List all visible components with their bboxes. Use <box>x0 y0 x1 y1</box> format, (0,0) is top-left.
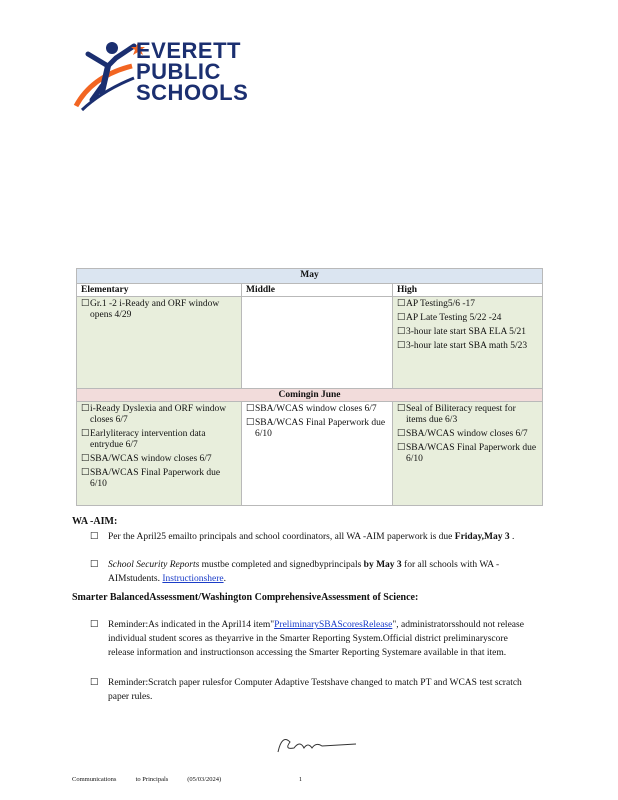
sbac-heading: Smarter BalancedAssessment/Washington ComprehensiveAssessment of Science: <box>72 592 419 603</box>
checkbox-icon: ☐ <box>246 418 255 428</box>
checkbox-icon: ☐ <box>81 299 90 309</box>
list-item: ☐ SBA/WCAS window closes 6/7 <box>246 404 377 414</box>
checkbox-icon: ☐ <box>90 560 99 570</box>
checkbox-icon: ☐ <box>397 313 406 323</box>
may-high-cell <box>393 297 543 389</box>
list-item: ☐ SBA/WCAS Final Paperwork due 6/10 <box>81 468 221 489</box>
may-middle-cell <box>242 297 393 389</box>
logo-line-1: EVERETT <box>136 38 241 63</box>
wa-aim-bullet-2: ☐ School Security Reports mustbe completed and signedbyprincipals by May 3 for all schools with WA -AIMstudents. Instructionshere. <box>90 560 500 584</box>
signature <box>270 730 360 760</box>
june-high-cell <box>393 402 543 506</box>
footer-date: (05/03/2024) <box>187 776 222 783</box>
list-item: ☐ Earlyliteracy intervention data entrydue 6/7 <box>81 429 206 450</box>
list-item: ☐ Seal of Biliteracy request for items due 6/3 <box>397 404 516 425</box>
june-elementary-cell <box>77 402 242 506</box>
wa-aim-bullet-1: ☐ Per the April25 emailto principals and school coordinators, all WA -AIM paperwork is due Friday,May 3 . <box>90 532 515 542</box>
checkbox-icon: ☐ <box>397 429 406 439</box>
coming-header: Comingin June <box>77 389 543 402</box>
preliminary-scores-link[interactable]: PreliminarySBAScoresRelease <box>274 620 393 630</box>
logo-wordmark <box>136 40 248 103</box>
list-item: ☐ SBA/WCAS window closes 6/7 <box>397 429 528 439</box>
col-high: High <box>393 284 543 297</box>
checkbox-icon: ☐ <box>90 532 99 542</box>
list-item: ☐ SBA/WCAS window closes 6/7 <box>81 454 212 464</box>
checkbox-icon: ☐ <box>81 429 90 439</box>
list-item: ☐ 3-hour late start SBA ELA 5/21 <box>397 327 527 337</box>
wa-aim-heading: WA -AIM: <box>72 516 118 527</box>
col-middle: Middle <box>242 284 393 297</box>
logo-line-2: PUBLIC <box>136 59 221 84</box>
checkbox-icon: ☐ <box>397 341 406 351</box>
may-elementary-cell <box>77 297 242 389</box>
list-item: ☐ i-Ready Dyslexia and ORF window closes 6/7 <box>81 404 227 425</box>
footer <box>72 776 372 783</box>
sbac-reminder-1: ☐ Reminder:As indicated in the April14 item"PreliminarySBAScoresRelease", administratorsshould not release individual student scores as theyarrive in the Smarter Reporting System.Official district preliminaryscore release information and instructionson accessing the Smarter Reporting Systemare available in that item. <box>90 620 524 658</box>
checkbox-icon: ☐ <box>90 620 99 630</box>
checkbox-icon: ☐ <box>397 327 406 337</box>
month-header: May <box>77 269 543 284</box>
checkbox-icon: ☐ <box>81 454 90 464</box>
checkbox-icon: ☐ <box>397 299 406 309</box>
list-item: ☐ AP Testing5/6 -17 <box>397 299 476 309</box>
schedule-table <box>76 268 543 506</box>
checkbox-icon: ☐ <box>246 404 255 414</box>
footer-to: to Principals <box>135 776 169 783</box>
checkbox-icon: ☐ <box>397 404 406 414</box>
col-elementary: Elementary <box>77 284 242 297</box>
logo-line-3: SCHOOLS <box>136 80 249 105</box>
june-middle-cell <box>242 402 393 506</box>
checkbox-icon: ☐ <box>81 468 90 478</box>
checkbox-icon: ☐ <box>397 443 406 453</box>
checkbox-icon: ☐ <box>90 678 99 688</box>
list-item: ☐ 3-hour late start SBA math 5/23 <box>397 341 528 351</box>
list-item: ☐ Gr.1 -2 i-Ready and ORF window opens 4/29 <box>81 299 220 320</box>
sbac-reminder-2: ☐ Reminder:Scratch paper rulesfor Computer Adaptive Testshave changed to match PT and WCAS test scratch paper rules. <box>90 678 522 702</box>
list-item: ☐ AP Late Testing 5/22 -24 <box>397 313 502 323</box>
list-item: ☐ SBA/WCAS Final Paperwork due 6/10 <box>246 418 386 439</box>
footer-page: 1 <box>298 776 303 783</box>
instructions-link[interactable]: Instructionshere <box>162 574 224 584</box>
list-item: ☐ SBA/WCAS Final Paperwork due 6/10 <box>397 443 537 464</box>
footer-left: Communications <box>72 776 117 783</box>
checkbox-icon: ☐ <box>81 404 90 414</box>
